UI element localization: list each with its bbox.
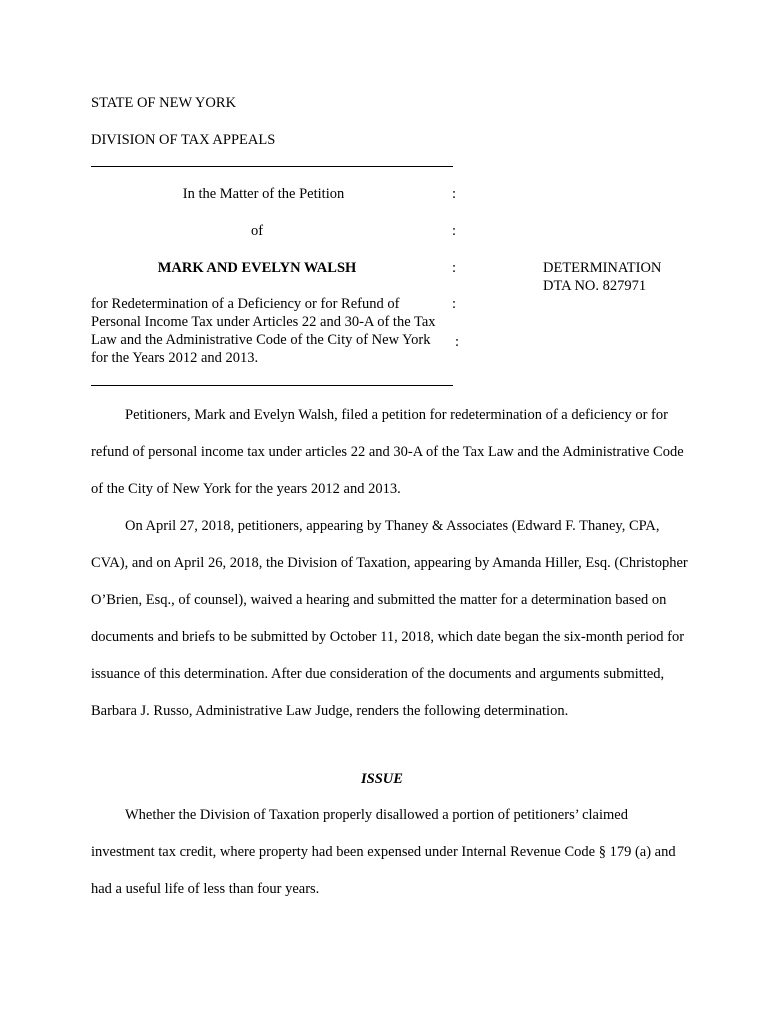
caption-petitioners: MARK AND EVELYN WALSH xyxy=(157,260,357,276)
paragraph-petition: Petitioners, Mark and Evelyn Walsh, filed a petition for redetermination of a deficiency or for refund of personal income tax under articles 22 and 30-A of the Tax Law and the Administrative Code of the City of New York for the years 2012 and 2013. xyxy=(91,407,684,497)
caption-separator: : xyxy=(452,223,457,239)
caption-separator: : xyxy=(455,334,460,350)
division-heading: DIVISION OF TAX APPEALS xyxy=(91,132,276,148)
caption-separator: : xyxy=(452,260,457,276)
caption-bottom-rule xyxy=(91,385,453,386)
paragraph-submission: On April 27, 2018, petitioners, appearing by Thaney & Associates (Edward F. Thaney, CPA, CVA), and on April 26, 2018, the Division of Taxation, appearing by Amanda Hiller, Esq. (Christopher O’Brien, Esq., of counsel), waived a hearing and submitted the matter for a determination based on documents and briefs to be submitted by October 11, 2018, which date began the six-month period for issuance of this determination. After due consideration of the documents and arguments submitted, Barbara J. Russo, Administrative Law Judge, renders the following determination. xyxy=(91,518,688,719)
document-type: DETERMINATION xyxy=(543,260,662,276)
caption-separator: : xyxy=(452,186,457,202)
caption-matter: In the Matter of the Petition xyxy=(182,186,345,202)
caption-top-rule xyxy=(91,166,453,167)
state-heading: STATE OF NEW YORK xyxy=(91,95,237,111)
caption-of: of xyxy=(250,223,264,239)
procedural-section xyxy=(91,397,691,730)
issue-section xyxy=(91,797,691,908)
paragraph-issue: Whether the Division of Taxation properly disallowed a portion of petitioners’ claimed investment tax credit, where property had been expensed under Internal Revenue Code § 179 (a) and had a useful life of less than four years. xyxy=(91,807,676,897)
caption-description: for Redetermination of a Deficiency or for Refund of Personal Income Tax under Articles 22 and 30-A of the Tax Law and the Administrative Code of the City of New York for the Years 2012 and 2013. xyxy=(91,296,436,366)
issue-heading: ISSUE xyxy=(361,771,403,787)
dta-number: DTA NO. 827971 xyxy=(543,278,647,294)
caption-separator: : xyxy=(452,296,457,312)
